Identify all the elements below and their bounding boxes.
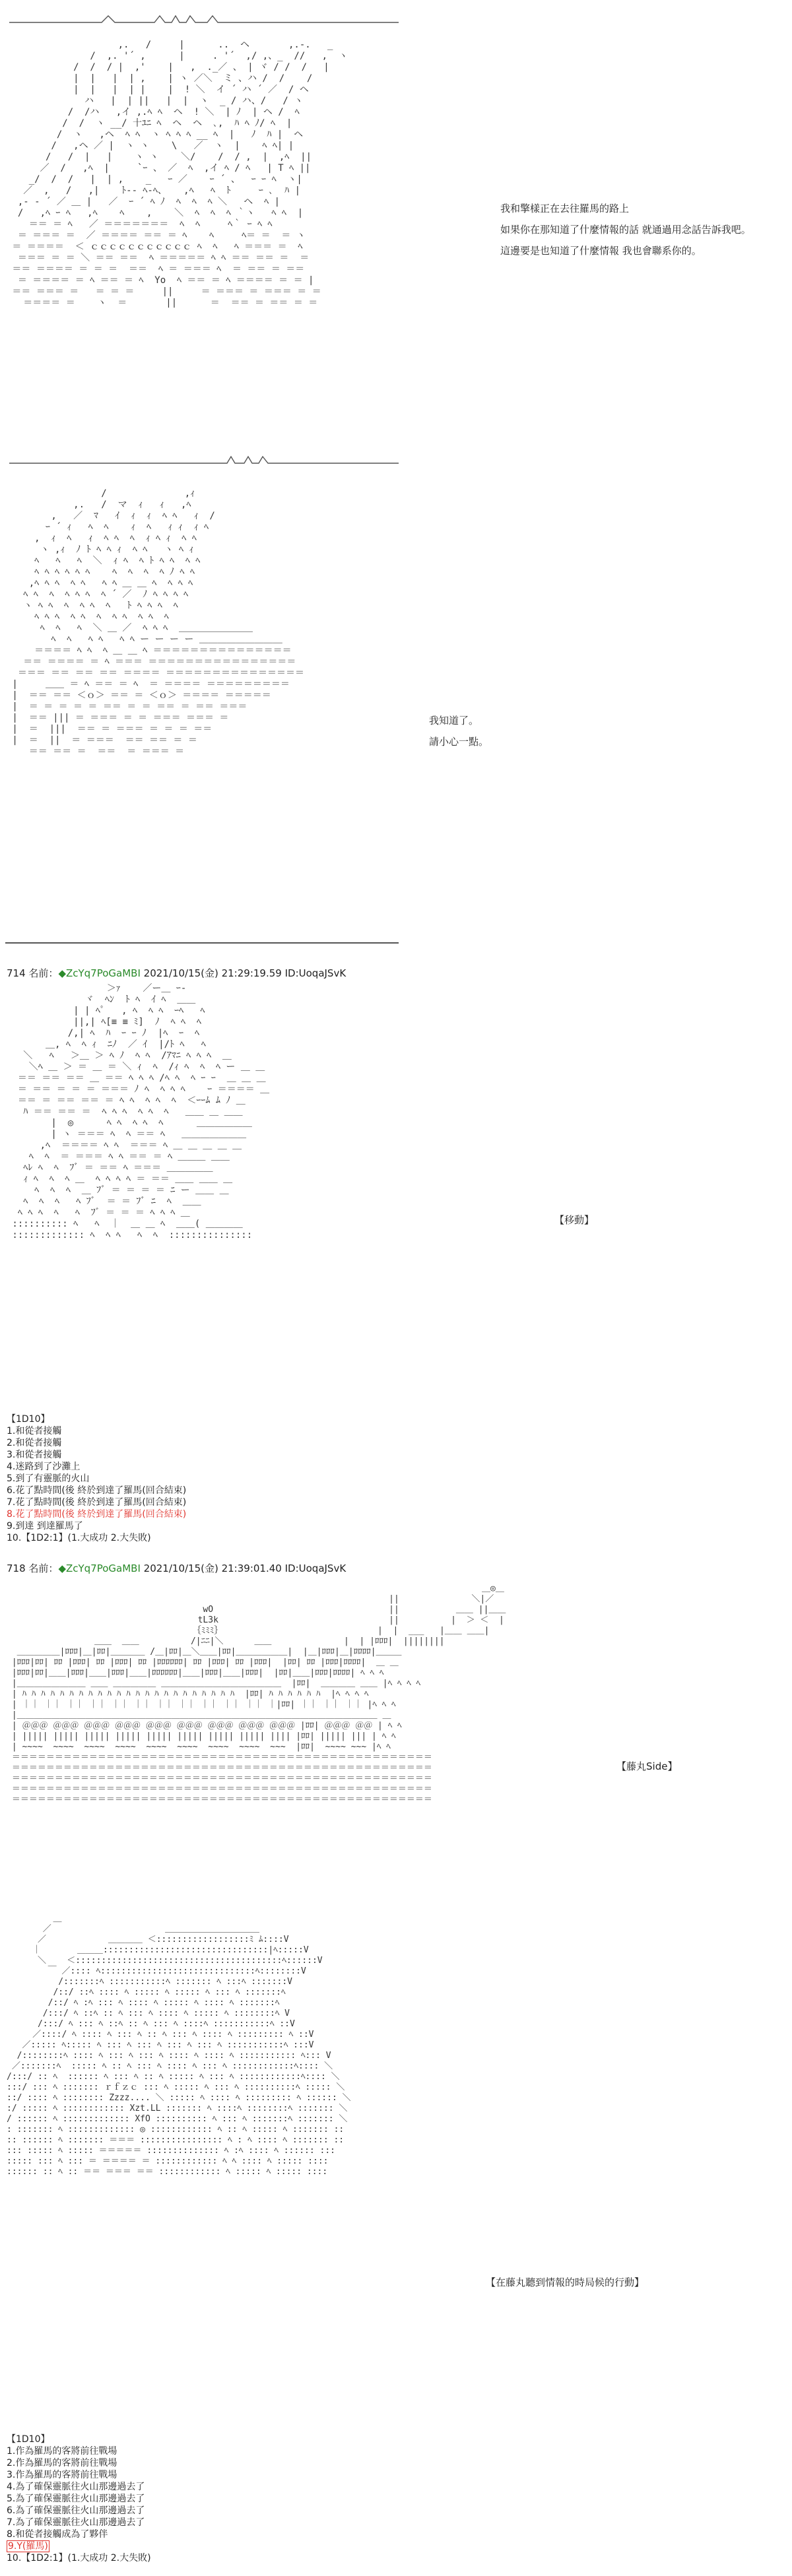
post-name-label: 名前： <box>28 1562 59 1574</box>
list-item: 10.【1D2:1】(1.大成功 2.大失敗) <box>7 1533 151 1543</box>
post-id[interactable]: ID:UoqaJSvK <box>284 1562 346 1574</box>
list-item: 5.為了確保靈脈往火山那邊過去了 <box>7 2494 145 2504</box>
post-date: 2021/10/15(金) 21:29:19.59 <box>143 967 282 979</box>
list-item: 2.作為羅馬的客將前往戰場 <box>7 2458 117 2468</box>
post-trip[interactable]: ◆ZcYq7PoGaMBI <box>58 1562 141 1574</box>
separator-top <box>9 13 399 26</box>
ascii-art-panel-2: / ,ｨ ,. / マ ｨ ｨ ,ﾍ , ／ ﾏ ｲ ｨ ｨ ﾍ ﾍ ｨ / ｰ ´ ｨ ﾍ ﾍ ｨ ﾍ ｨ ｨ ｨ ﾍ , ｨ ﾍ ｨ ﾍ ﾍ ﾍ ｨ ﾍ ｨ ﾍ ﾍ ヽ ,ｨ ﾉ ﾄ ﾍ ﾍ ｨ ﾍ ﾍ ヽ ﾍ ｨ ﾍ ﾍ ﾍ ＼ ｨ ﾍ ﾍ ﾄ ﾍ ﾍ ﾍ ﾍ ﾍ ﾍ ﾍ ﾍ ﾍ ﾍ ﾍ ﾍ ﾍ ﾍ ﾉ ﾍ ﾍ ,ﾍ ﾍ ﾍ ﾍ ﾍ ﾍ ﾍ ＿ ＿ ﾍ ﾍ ﾍ ﾍ ﾍ ﾍ ﾍ ﾍ ﾍ ﾍ ﾍ ´ ／ ﾉ ﾍ ﾍ ﾍ ﾍ ヽ ﾍ ﾍ ﾍ ﾍ ﾍ ﾍ ﾄ ﾍ ﾍ ﾍ ﾍ ﾍ ﾍ ﾍ ﾍ ﾍ ﾍ ﾍ ﾍ ﾍ ﾍ ﾍ ﾍ ﾍ ﾍ ＼ ＿ ／ ﾍ ﾍ ﾍ ＿＿＿＿＿＿＿＿ ﾍ ﾍ ﾍ ﾍ ﾍ ﾍ ー ー ー ー ＿＿＿＿＿＿＿＿＿ ＝＝＝＝ ﾍ ﾍ ﾍ ＿ ＿ ﾍ ＝＝＝＝＝＝＝＝＝＝＝＝＝＝＝ ＝＝ ＝＝＝＝ ＝ ﾍ ＝＝＝ ＝＝＝＝＝＝＝＝＝＝＝＝＝＝＝＝ ＝＝＝ ＝＝ ＝＝ ＝＝ ＝＝＝＝ ＝＝＝＝＝＝＝＝＝＝＝＝＝＝＝ | ＿＿ ＝ ﾍ ＝＝ ＝ ﾍ ＝ ＝＝＝＝ ＝＝＝＝＝＝＝＝＝ | ＝＝ ＝＝ ＜ｏ＞ ＝＝ ＝ ＜ｏ＞ ＝＝＝＝ ＝＝＝＝＝ | ＝ ＝ ＝ ＝ ＝ ＝＝ ＝ ＝ ＝＝ ＝ ＝＝ ＝＝＝ | ＝＝ ||| ＝ ＝＝＝ ＝ ＝ ＝＝＝ ＝＝＝ ＝ | ＝ ||| ＝＝ ＝ ＝＝＝ ＝ ＝ ＝ ＝＝ | ＝ || ＝ ＝＝＝ ＝＝ ＝＝ ＝ ＝ ＝＝ ＝＝ ＝ ＝＝ ＝ ＝＝＝ ＝ <box>12 488 304 757</box>
post-date: 2021/10/15(金) 21:39:01.40 <box>143 1562 282 1574</box>
panel-1-dialogue <box>500 198 751 261</box>
divider <box>5 942 399 944</box>
list-item: 3.和從者接觸 <box>7 1450 62 1460</box>
dialogue-line: 我知道了。 <box>429 715 479 726</box>
section-tag-side: 【藤丸Side】 <box>616 1760 678 1772</box>
list-item: 1.作為羅馬的客將前往戰場 <box>7 2446 117 2457</box>
list-item: 5.到了有靈脈的火山 <box>7 1473 90 1484</box>
list-item: 2.和從者接觸 <box>7 1438 62 1448</box>
list-item-selected: 9.Y(羅馬) <box>8 2541 48 2552</box>
section-tag-action: 【在藤丸聽到情報的時局候的行動】 <box>486 2276 645 2288</box>
dice-list-5 <box>7 2433 151 2564</box>
list-item-selected: 8.花了點時間(後 終於到達了羅馬(回合結束) <box>7 1509 187 1520</box>
post-header-718 <box>7 1561 346 1575</box>
ascii-art-panel-1: ,. / | .. ヘ ,.-. _ / ,. '´ , | . '´ ,/ ,、_ // , ヽ / / / | ,' | , ._／ 、 | ヾ / / / | | | | | , | ヽ ／＼ ミ 、ハ / / / | | | | | | ! ＼ イ ´ ハ ´ ／ / ヘ ハ | | || | | ヽ _ / ハ、/ / ヽ / /ハ ,イ ,.ﾍ ﾍ ヘ ! ＼ | ﾉ | ヘ / ﾍ / / ヽ __/ 十ﾕﾆ ﾍ ヘ ヘ ､, ﾊ ﾍ ﾉ/ ﾍ | / ヽ ,ヘ ﾍ ﾍ ヽ ﾍ ﾍ ﾍ __ ﾍ | ﾉ ﾊ | ヘ / ,ヘ ／ | ヽ ヽ \ ／ ヽ | ﾍ ﾍ| | / / | | ヽ ヽ ＼/ / / , | ,ﾍ || ／ / ,ﾍ | `ｰ 、 ／ ﾍ ,イ ﾍ / ﾍ | T ﾍ || _/ / / | | , _ ｰ ／ ｰ ´ 、 ｰ ｰ ﾍ ヽ| ／ , / ,| ﾄ-- ﾍ-ﾍ、 ,ﾍ ﾍ ﾄ ｰ ､ ﾊ | ,- ‐ ´ ／ ＿ | ／ ｰ ´ ﾍ ﾉ ﾍ ﾍ ﾍ ＼ ヘ ﾍ | / ,ﾍ ｰ ﾍ ,ﾍ ﾍ , ＼ ﾍ ﾍ ﾍ ｀ヽ ﾍ ﾍ | ＝＝ ＝ ﾍ ／ ＝＝＝＝＝＝＝ ﾍ ﾍ ﾍ｀ ｰ ﾍ ﾍ ＝ ＝＝＝ ＝ ／ ＝＝＝＝ ＝＝ ＝ ﾍ ﾍ ﾍ＝ ＝ ＝ ヽ ＝ ＝＝＝＝ ＜ ｃｃｃｃｃｃｃｃｃｃｃ ﾍ ﾍ ﾍ ＝＝＝ ＝ ﾍ ＝＝＝ ＝ ＝ ＼ ＝＝ ＝＝ ﾍ ＝＝＝＝＝ ﾍ ﾍ ＝＝ ＝＝ ＝ ＝ ＝＝ ＝＝＝＝ ＝ ＝ ＝ ＝＝ ﾍ ＝ ＝＝＝ ﾍ ＝ ＝＝ ＝ ＝＝ ＝ ＝＝＝＝ ＝ ﾍ ＝＝ ＝ ﾍ Yo ﾍ ＝＝ ＝ ﾍ ＝＝＝＝ ＝ ＝ | ＝＝ ＝＝＝ ＝ ＝ ＝ ＝ || ＝ ＝＝＝ ＝ ＝＝＝ ＝ ＝ ＝＝＝＝ ＝ ヽ ＝ || ＝ ＝＝ ＝ ＝＝ ＝ ＝ <box>12 40 348 308</box>
list-item: 9.到達 到達羅馬了 <box>7 1521 83 1531</box>
list-item: 10.【1D2:1】(1.大成功 2.大失敗) <box>7 2553 151 2563</box>
list-item: 7.為了確保靈脈往火山那邊過去了 <box>7 2517 145 2528</box>
dice-header: 【1D10】 <box>7 2434 50 2445</box>
panel-2-dialogue <box>429 710 488 752</box>
dice-list-714 <box>7 1413 186 1544</box>
post-trip[interactable]: ◆ZcYq7PoGaMBI <box>58 967 141 979</box>
dice-header: 【1D10】 <box>7 1414 50 1425</box>
list-item: 7.花了點時間(後 終於到達了羅馬(回合結束) <box>7 1497 187 1508</box>
post-header-714 <box>7 966 346 980</box>
ascii-art-panel-5: ＿ ／ ＿＿＿＿＿＿＿＿＿＿＿ ／ ＿＿＿＿ ＜::::::::::::::::::ﾐ ﾑ::::V ｜ ＿＿＿::::::::::::::::::::::::::::::::|ﾍ:::::V ＼ ＜::::::::::::::::::::::::::::::::::::::::ﾍ::::::V ￣ ／:::: ﾍ::::::::::::::::::::::::::::::ﾍ::::::::V /:::::::ﾍ :::::::::::ﾍ ::::::: ﾍ :::ﾍ :::::::V /::/ ::ﾍ :::: ﾍ ::::: ﾍ ::::: ﾍ ::: ﾍ :::::::ﾍ /::/ ﾍ :ﾍ ::: ﾍ :::: ﾍ ::::: ﾍ :::: ﾍ :::::::ﾍ /:::/ ﾍ ::ﾍ :: ﾍ ::: ﾍ :::: ﾍ ::::: ﾍ ::::::::ﾍ V /:::/ ﾍ ::: ﾍ ::ﾍ :: ﾍ ::: ﾍ ::::ﾍ :::::::::::ﾍ ::V ／::::/ ﾍ :::: ﾍ ::: ﾍ :: ﾍ ::: ﾍ :::: ﾍ ::::::::: ﾍ ::V ／::::: ﾍ::::: ﾍ ::: ﾍ ::: ﾍ ::: ﾍ ::: ﾍ :::::::::::ﾍ :::V /::::::::ﾍ :::: ﾍ ::: ﾍ ::: ﾍ :::: ﾍ :::: ﾍ ::::::::::: ﾍ::: V ／:::::::ﾍ ::::: ﾍ :: ﾍ ::: ﾍ :::: ﾍ ::: ﾍ ::::::::::::ﾍ:::: ＼ /:::/ :: ﾍ :::::: ﾍ ::: ﾍ :: ﾍ ::::: ﾍ ::: ﾍ ::::::::::::ﾍ:::: ＼ :::/ ::: ﾍ ::::::: ｒｆｚｃ ::: ﾍ ::::: ﾍ ::: ﾍ ::::::::::ﾍ ::::: ＼ ::/ :::: ﾍ :::::::: Zzzz.... ＼ ::::: ﾍ :::: ﾍ ::::::::: ﾍ :::::: ＼ :/ ::::: ﾍ :::::::::::: Xzt.LL ::::::: ﾍ ::::ﾍ ::::::::ﾍ ::::::: ＼ / :::::: ﾍ ::::::::::::: XfO :::::::::: ﾍ ::: ﾍ :::::::ﾍ ::::::: ＼ : ::::::: ﾍ ::::::::::::: ◎ :::::::::::: ﾍ :: ﾍ ::::: ﾍ ::::::: :: :: :::::: ﾍ ::::::: ＝＝＝ :::::::::::::::: ﾍ : ﾍ :::: ﾍ ::::::: :: ::: ::::: ﾍ ::::: ＝＝＝＝＝ :::::::::::::: ﾍ :ﾍ :::: ﾍ :::::: ::: ::::: ::: ﾍ ::: ＝ ＝＝＝＝ ＝ :::::::::::: ﾍ ﾍ :::: ﾍ ::::: :::: :::::: :: ﾍ :: ＝＝ ＝＝＝ ＝＝ :::::::::::: ﾍ ::::: ﾍ ::::: :::: <box>7 1914 351 2177</box>
list-item: 6.花了點時間(後 終於到達了羅馬(回合結束) <box>7 1485 187 1496</box>
post-number: 718 <box>7 1562 26 1574</box>
list-item: 1.和從者接觸 <box>7 1426 62 1436</box>
list-item: 6.為了確保靈脈往火山那邊過去了 <box>7 2505 145 2516</box>
dialogue-line: 如果你在那知道了什麼情報的話 就通過用念話告訴我吧。 <box>500 224 751 236</box>
dialogue-line: 請小心一點。 <box>429 736 489 748</box>
ascii-art-panel-3: ＞ｧ ／ー＿ ｰ- ヾ ﾍﾝ ﾄ ﾍ ｲ ﾍ ＿＿ | | ﾍﾟ , ﾍ ﾍ ﾍ ｰﾍ ﾍ ||,| ﾍ[≡ ≡ ﾐ] ﾉ ﾍ ﾍ ﾍ /,| ﾍ ﾊ ｰ ｰ ﾉ |ﾍ ｰ ﾍ ＿, ﾍ ﾍ ｨ ﾆﾉ ／ ｲ |/ﾄ ﾍ ﾍ ＼ ﾍ ＞＿ ＞ ﾍ ﾉ ﾍ ﾍ /ｱﾏﾆ ﾍ ﾍ ﾍ ＿ ＼ﾍ ＿ ＞ ＝ ＿ ＝ ＼ ｨ ﾍ /ｨ ﾍ ﾍ ﾍ ー ＿ ＿ ＝＝ ＝＝ ＝＝ ＿ ＝＝ ﾍ ﾍ ﾍ /ﾍ ﾍ ﾍ ｰ ｰ ＿ ＿ ＿ ＝ ＝＝ ＝ ＝ ＝ ＝＝＝ ﾉ ﾍ ﾍ ﾍ ﾍ ｰ ＝＝＝＝ ＿ ＝＝ ＝ ＝＝ ＝＝ ＝ ﾍ ﾍ ﾍ ﾍ ﾍ ＜ｰｰﾑ ﾑ ﾉ ＿ ﾊ ＝＝ ＝＝ ＝ ﾍ ﾍ ﾍ ﾍ ﾍ ﾍ ＿＿ ＿ ＿＿ | ◎ ﾍ ﾍ ﾍ ﾍ ﾍ ＿＿＿＿＿＿ | ヽ ＝＝＝ ﾍ ﾍ ＝＝ ﾍ ＿＿＿＿＿＿＿ ,ﾍ ＝＝＝＝ ﾍ ﾍ ＝＝＝ ﾍ ＿ ＿ ＿ ＿ ＿ ﾍ ﾍ ＝ ＝＝＝ ﾍ ﾍ ＝＝ ＝ ﾍ ＿＿＿ ＿＿ ﾍﾚ ﾍ ﾍ ﾌﾞ ＝ ＝＝ ﾍ ＝＝＝ ＿＿＿＿＿ ｨ ﾍ ﾍ ﾍ ＿ ﾍ ﾍ ﾍ ﾍ ＝ ＝＝ ＿＿ ＿＿ ＿ ﾍ ﾍ ﾍ ＿ ﾌﾞ ＝ ＝ ＝ ＝ ﾆ ー ＿＿ ＿ ﾍ ﾍ ﾍ ﾍ ﾌﾞ ＝ ＝ ﾌﾞ ﾆ ﾍ ＿＿ ﾍ ﾍ ﾍ ﾍ ﾍ ﾌﾞ ＝ ＝ ＝ ﾍ ﾍ ﾍ ＿ :::::::::: ﾍ ﾍ ｜ ＿ ＿ ﾍ ＿＿( ＿＿＿＿ ::::::::::::: ﾍ ﾍ ﾍ ﾍ ﾍ ::::::::::::::: <box>12 983 270 1240</box>
post-id[interactable]: ID:UoqaJSvK <box>284 967 346 979</box>
list-item: 4.迷路到了沙灘上 <box>7 1462 81 1472</box>
separator-middle <box>9 454 399 467</box>
post-number: 714 <box>7 967 26 979</box>
list-item: 8.和從者接觸成為了夥伴 <box>7 2529 108 2540</box>
dialogue-line: 這邊要是也知道了什麼情報 我也會聯系你的。 <box>500 245 702 257</box>
section-tag-move: 【移動】 <box>554 1214 595 1226</box>
dialogue-line: 我和擎樣正在去往羅馬的路上 <box>500 203 630 214</box>
ascii-art-panel-4: ＿◎＿ || ＼|／ wO || ＿＿ ||＿＿ tL3k || | ＞ ＜ | ｛ﾐﾐﾐ｝ | | ___ |＿＿ ＿＿| ＿＿ ＿＿ /|ﾆﾆ|＼ ＿＿ | | |ﾛﾛﾛ| |||||||| ＿＿＿＿＿|ﾛﾛﾛ|＿|ﾛﾛ|＿＿＿＿ /＿|ﾛﾛ|＿＼＿＿|ﾛﾛ|＿＿＿＿＿＿| |＿|ﾛﾛﾛ|＿|ﾛﾛﾛﾛ|＿＿＿ |ﾛﾛﾛ|ﾛﾛ| ﾛﾛ |ﾛﾛﾛ| ﾛﾛ |ﾛﾛﾛ| ﾛﾛ |ﾛﾛﾛﾛﾛﾛ| ﾛﾛ |ﾛﾛﾛ| ﾛﾛ |ﾛﾛﾛ| |ﾛﾛ| ﾛﾛ |ﾛﾛﾛ|ﾛﾛﾛﾛ| ＿ ＿ |ﾛﾛﾛ|ﾛﾛ|＿＿|ﾛﾛﾛ|＿＿|ﾛﾛﾛ|＿＿|ﾛﾛﾛﾛﾛﾛ|＿＿|ﾛﾛﾛ|＿＿|ﾛﾛﾛ| |ﾛﾛ|＿＿|ﾛﾛﾛ|ﾛﾛﾛﾛ| ﾍ ﾍ ﾍ |＿＿＿＿＿＿＿＿ ＿＿ ＿＿＿＿＿ ＿＿＿＿＿＿＿＿＿＿＿＿＿＿ |ﾛﾛ| ＿＿＿＿ ＿＿ |ﾍ ﾍ ﾍ ﾍ | ﾊ ﾊ ﾊ ﾊ ﾊ ﾊ ﾊ ﾊ ﾊ ﾊ ﾊ ﾊ ﾊ ﾊ ﾊ ﾊ ﾊ ﾊ ﾊ ﾊ ﾊ ﾊ ﾊ |ﾛﾛ| ﾊ ﾊ ﾊ ﾊ ﾊ ﾊ |ﾍ ﾍ ﾍ ﾍ | ｜｜ ｜｜ ｜｜ ｜｜ ｜｜ ｜｜ ｜｜ ｜｜ ｜｜ ｜｜ ｜｜ ｜|ﾛﾛ| ｜｜ ｜｜ ｜｜ |ﾍ ﾍ ﾍ |＿＿＿＿＿＿＿＿＿＿＿＿＿＿＿＿＿＿＿＿＿＿＿＿＿＿＿＿＿＿＿＿＿＿＿＿＿＿＿＿＿＿ ＿ | ＠＠＠ ＠＠＠ ＠＠＠ ＠＠＠ ＠＠＠ ＠＠＠ ＠＠＠ ＠＠＠ ＠＠＠ |ﾛﾛ| ＠＠＠ ＠＠ | ﾍ ﾍ | ||||| ||||| ||||| ||||| ||||| ||||| ||||| ||||| |||| |ﾛﾛ| ||||| ||| | ﾍ ﾍ | ~~~~ ~~~~ ~~~~ ~~~~ ~~~~ ~~~~ ~~~~ ~~~~ ~~~ |ﾛﾛ| ~~~~ ~~~ |ﾍ ﾍ ＝＝＝＝＝＝＝＝＝＝＝＝＝＝＝＝＝＝＝＝＝＝＝＝＝＝＝＝＝＝＝＝＝＝＝＝＝＝＝＝＝＝＝＝＝＝＝＝＝ ＝＝＝＝＝＝＝＝＝＝＝＝＝＝＝＝＝＝＝＝＝＝＝＝＝＝＝＝＝＝＝＝＝＝＝＝＝＝＝＝＝＝＝＝＝＝＝＝＝ ＝＝＝＝＝＝＝＝＝＝＝＝＝＝＝＝＝＝＝＝＝＝＝＝＝＝＝＝＝＝＝＝＝＝＝＝＝＝＝＝＝＝＝＝＝＝＝＝＝ ＝＝＝＝＝＝＝＝＝＝＝＝＝＝＝＝＝＝＝＝＝＝＝＝＝＝＝＝＝＝＝＝＝＝＝＝＝＝＝＝＝＝＝＝＝＝＝＝＝ ＝＝＝＝＝＝＝＝＝＝＝＝＝＝＝＝＝＝＝＝＝＝＝＝＝＝＝＝＝＝＝＝＝＝＝＝＝＝＝＝＝＝＝＝＝＝＝＝＝ <box>11 1584 506 1805</box>
post-name-label: 名前： <box>28 967 59 979</box>
list-item: 4.為了確保靈脈往火山那邊過去了 <box>7 2482 145 2492</box>
list-item: 3.作為羅馬的客將前往戰場 <box>7 2470 117 2480</box>
